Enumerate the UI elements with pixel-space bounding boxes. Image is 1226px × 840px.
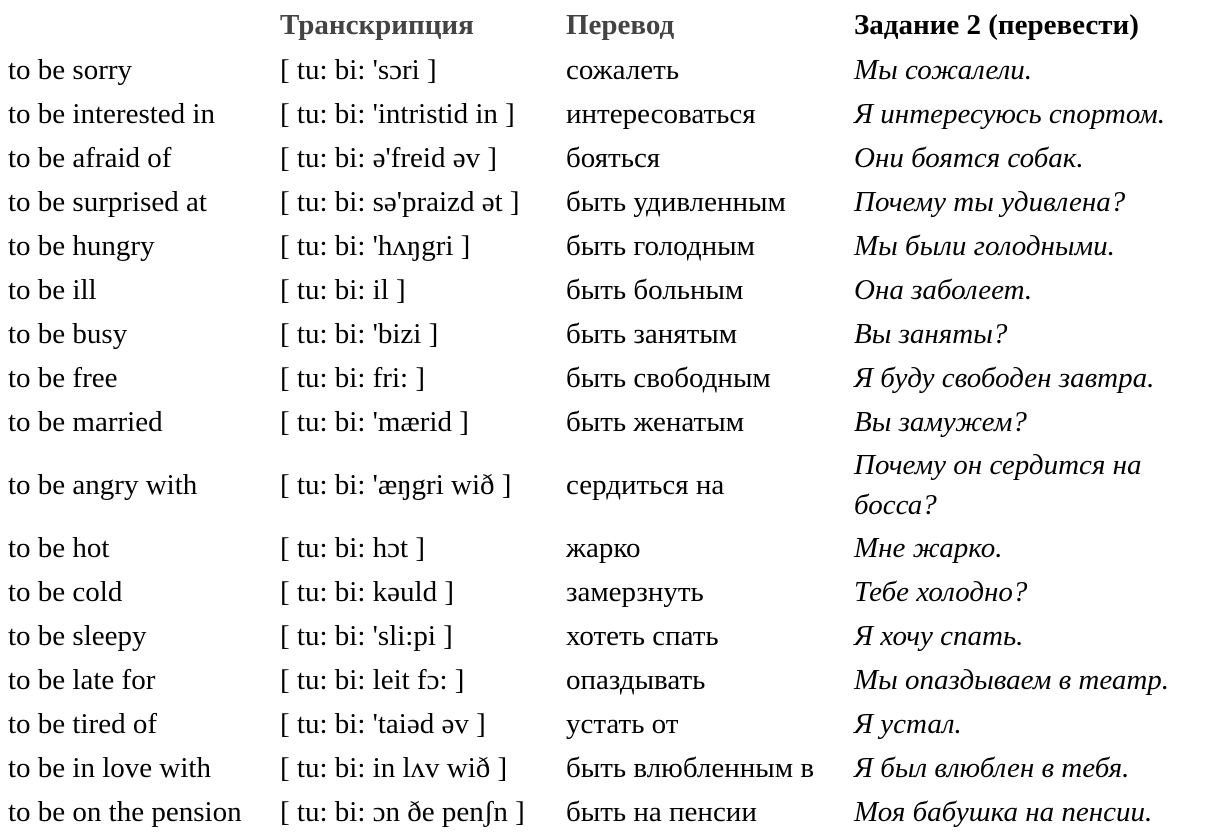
transcription-cell: [ tu: bi: fri: ] bbox=[280, 361, 425, 394]
header-task: Задание 2 (перевести) bbox=[854, 8, 1139, 41]
phrase-cell: to be busy bbox=[8, 317, 128, 350]
phrase-cell: to be on the pension bbox=[8, 795, 242, 828]
translation-cell: быть больным bbox=[566, 273, 744, 306]
task-cell: Мы сожалели. bbox=[854, 53, 1032, 86]
phrase-cell: to be angry with bbox=[8, 468, 198, 501]
task-cell: Тебе холодно? bbox=[854, 575, 1028, 608]
translation-cell: жарко bbox=[566, 531, 641, 564]
task-cell: Вы заняты? bbox=[854, 317, 1008, 350]
translation-cell: замерзнуть bbox=[566, 575, 704, 608]
translation-cell: сожалеть bbox=[566, 53, 680, 86]
translation-cell: быть удивленным bbox=[566, 185, 786, 218]
table-row bbox=[0, 444, 1226, 526]
phrase-cell: to be surprised at bbox=[8, 185, 207, 218]
phrase-cell: to be hot bbox=[8, 531, 110, 564]
transcription-cell: [ tu: bi: leit fɔ: ] bbox=[280, 663, 465, 696]
task-cell: Я интересуюсь спортом. bbox=[854, 97, 1166, 130]
transcription-cell: [ tu: bi: 'intristid in ] bbox=[280, 97, 515, 130]
table-row bbox=[0, 356, 1226, 400]
table-row bbox=[0, 136, 1226, 180]
phrase-cell: to be cold bbox=[8, 575, 123, 608]
table-row bbox=[0, 570, 1226, 614]
translation-cell: быть влюбленным в bbox=[566, 751, 815, 784]
transcription-cell: [ tu: bi: 'sli:pi ] bbox=[280, 619, 453, 652]
phrase-cell: to be ill bbox=[8, 273, 97, 306]
translation-cell: быть голодным bbox=[566, 229, 755, 262]
table-row bbox=[0, 400, 1226, 444]
transcription-cell: [ tu: bi: sə'praizd ət ] bbox=[280, 185, 520, 218]
translation-cell: сердиться на bbox=[566, 468, 725, 501]
transcription-cell: [ tu: bi: 'taiəd əv ] bbox=[280, 707, 486, 740]
translation-cell: интересоваться bbox=[566, 97, 756, 130]
table-row bbox=[0, 312, 1226, 356]
transcription-cell: [ tu: bi: 'hʌŋgri ] bbox=[280, 229, 471, 262]
phrase-cell: to be sleepy bbox=[8, 619, 147, 652]
task-cell: Почему он сердится на босса? bbox=[854, 449, 1142, 521]
translation-cell: хотеть спать bbox=[566, 619, 719, 652]
table-row bbox=[0, 526, 1226, 570]
transcription-cell: [ tu: bi: il ] bbox=[280, 273, 406, 306]
table-row bbox=[0, 180, 1226, 224]
translation-cell: быть свободным bbox=[566, 361, 771, 394]
table-row bbox=[0, 268, 1226, 312]
transcription-cell: [ tu: bi: ɔn ðe penʃn ] bbox=[280, 795, 525, 828]
phrase-cell: to be late for bbox=[8, 663, 156, 696]
translation-cell: устать от bbox=[566, 707, 679, 740]
translation-cell: бояться bbox=[566, 141, 661, 174]
transcription-cell: [ tu: bi: kəuld ] bbox=[280, 575, 454, 608]
header-transcription: Транскрипция bbox=[280, 8, 474, 41]
transcription-cell: [ tu: bi: 'sɔri ] bbox=[280, 53, 437, 86]
phrase-cell: to be hungry bbox=[8, 229, 155, 262]
task-cell: Мне жарко. bbox=[854, 531, 1003, 564]
translation-cell: быть на пенсии bbox=[566, 795, 757, 828]
table-row bbox=[0, 614, 1226, 658]
header-row bbox=[0, 0, 1226, 48]
phrase-cell: to be afraid of bbox=[8, 141, 172, 174]
phrase-cell: to be tired of bbox=[8, 707, 157, 740]
task-cell: Почему ты удивлена? bbox=[854, 185, 1126, 218]
phrase-cell: to be interested in bbox=[8, 97, 215, 130]
task-cell: Они боятся собак. bbox=[854, 141, 1084, 174]
table-row bbox=[0, 92, 1226, 136]
table-row bbox=[0, 702, 1226, 746]
task-cell: Я буду свободен завтра. bbox=[854, 361, 1155, 394]
transcription-cell: [ tu: bi: in lʌv wið ] bbox=[280, 751, 508, 784]
task-cell: Моя бабушка на пенсии. bbox=[854, 795, 1153, 828]
task-cell: Я был влюблен в тебя. bbox=[854, 751, 1130, 784]
table-row bbox=[0, 48, 1226, 92]
table-row bbox=[0, 746, 1226, 790]
phrase-cell: to be in love with bbox=[8, 751, 211, 784]
table-row bbox=[0, 790, 1226, 834]
header-phrase bbox=[0, 0, 280, 48]
transcription-cell: [ tu: bi: hɔt ] bbox=[280, 531, 425, 564]
transcription-cell: [ tu: bi: 'æŋgri wið ] bbox=[280, 468, 512, 501]
phrase-cell: to be sorry bbox=[8, 53, 133, 86]
header-translation: Перевод bbox=[566, 8, 675, 41]
task-cell: Мы опаздываем в театр. bbox=[854, 663, 1170, 696]
phrase-cell: to be free bbox=[8, 361, 118, 394]
task-cell: Мы были голодными. bbox=[854, 229, 1115, 262]
phrase-cell: to be married bbox=[8, 405, 163, 438]
transcription-cell: [ tu: bi: ə'freid əv ] bbox=[280, 141, 498, 174]
translation-cell: опаздывать bbox=[566, 663, 706, 696]
task-cell: Я устал. bbox=[854, 707, 962, 740]
task-cell: Я хочу спать. bbox=[854, 619, 1024, 652]
transcription-cell: [ tu: bi: 'mærid ] bbox=[280, 405, 469, 438]
task-cell: Вы замужем? bbox=[854, 405, 1027, 438]
translation-cell: быть занятым bbox=[566, 317, 738, 350]
table-row bbox=[0, 658, 1226, 702]
translation-cell: быть женатым bbox=[566, 405, 745, 438]
task-cell: Она заболеет. bbox=[854, 273, 1033, 306]
transcription-cell: [ tu: bi: 'bizi ] bbox=[280, 317, 439, 350]
table-row bbox=[0, 224, 1226, 268]
